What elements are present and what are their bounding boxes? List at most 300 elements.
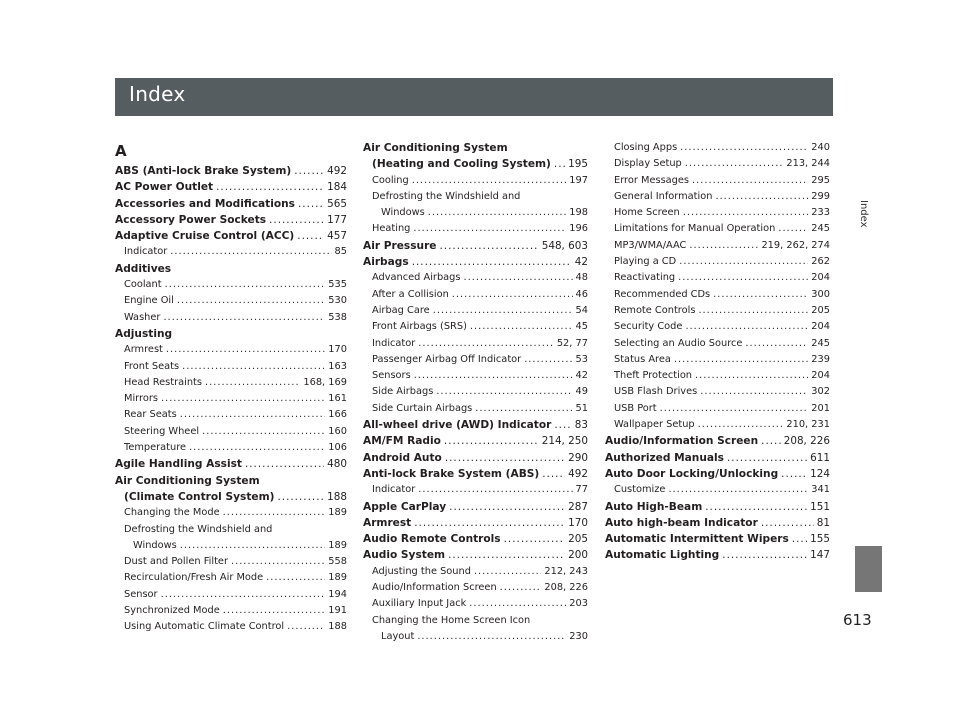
entry-term: Windows — [133, 539, 177, 551]
entry-term: Home Screen — [614, 207, 680, 219]
entry-term: Remote Controls — [614, 304, 696, 316]
index-subentry[interactable] — [363, 336, 588, 352]
entry-term: Indicator — [124, 246, 168, 258]
index-subentry[interactable] — [363, 221, 588, 237]
leader-dots — [554, 156, 565, 172]
entry-term: ABS (Anti-lock Brake System) — [115, 165, 292, 177]
entry-term: Security Code — [614, 321, 683, 333]
index-subentry[interactable] — [605, 401, 830, 417]
index-entry[interactable] — [363, 254, 588, 270]
entry-term: General Information — [614, 190, 713, 202]
entry-term: Adaptive Cruise Control (ACC) — [115, 230, 295, 243]
index-entry[interactable] — [363, 417, 588, 433]
index-subentry[interactable] — [605, 238, 830, 254]
entry-term: Temperature — [124, 442, 187, 454]
leader-dots — [180, 407, 326, 423]
index-entry[interactable] — [115, 228, 347, 244]
entry-term: Advanced Airbags — [372, 272, 461, 284]
leader-dots — [266, 570, 325, 586]
entry-term: Agile Handling Assist — [115, 458, 242, 471]
leader-dots — [524, 352, 572, 368]
entry-page-ref[interactable]: 535 — [328, 279, 347, 291]
entry-term: Layout — [381, 630, 415, 642]
index-column-2 — [363, 140, 588, 645]
leader-dots — [417, 629, 566, 645]
leader-dots — [542, 466, 565, 482]
index-subentry[interactable] — [115, 424, 347, 440]
index-entry[interactable] — [363, 547, 588, 563]
entry-page-ref[interactable]: 212, 243 — [544, 565, 588, 577]
index-header-bar — [115, 78, 833, 116]
index-entry[interactable] — [115, 212, 347, 228]
leader-dots — [223, 603, 326, 619]
entry-term: Indicator — [372, 337, 416, 349]
leader-dots — [554, 417, 571, 433]
entry-page-ref[interactable]: 290 — [568, 451, 588, 464]
leader-dots — [414, 515, 565, 531]
entry-page-ref[interactable]: 163 — [328, 360, 347, 372]
leader-dots — [698, 417, 784, 433]
leader-dots — [692, 173, 808, 189]
entry-page-ref[interactable]: 52, 77 — [556, 337, 588, 349]
index-entry[interactable] — [115, 163, 347, 179]
index-subentry[interactable] — [363, 173, 588, 189]
entry-page-ref[interactable]: 42 — [575, 370, 588, 382]
entry-page-ref[interactable]: 151 — [810, 500, 830, 513]
index-subentry[interactable] — [115, 440, 347, 456]
entry-page-ref[interactable]: 166 — [328, 409, 347, 421]
entry-page-ref[interactable]: 205 — [811, 304, 830, 316]
entry-page-ref[interactable]: 198 — [569, 207, 588, 219]
entry-page-ref[interactable]: 245 — [811, 337, 830, 349]
entry-term: Coolant — [124, 279, 162, 291]
entry-page-ref[interactable]: 83 — [574, 419, 588, 432]
index-subentry[interactable] — [115, 342, 347, 358]
entry-page-ref[interactable]: 189 — [328, 572, 347, 584]
index-entry[interactable] — [605, 450, 830, 466]
entry-page-ref[interactable]: 170 — [328, 344, 347, 356]
entry-page-ref[interactable]: 299 — [811, 190, 830, 202]
leader-dots — [698, 303, 808, 319]
leader-dots — [177, 293, 325, 309]
entry-page-ref[interactable]: 302 — [811, 386, 830, 398]
entry-page-ref[interactable]: 240 — [811, 142, 830, 153]
entry-term: Synchronized Mode — [124, 605, 220, 617]
index-subentry[interactable] — [605, 221, 830, 237]
entry-page-ref[interactable]: 54 — [575, 304, 588, 316]
index-subentry[interactable] — [115, 619, 347, 635]
leader-dots — [680, 140, 808, 156]
entry-term: Defrosting the Windshield and — [372, 190, 521, 202]
index-subentry[interactable] — [115, 375, 347, 391]
entry-term: Mirrors — [124, 393, 158, 405]
entry-page-ref[interactable]: 492 — [568, 467, 588, 480]
entry-page-ref[interactable]: 168, 169 — [303, 376, 347, 388]
leader-dots — [269, 212, 324, 228]
entry-term: Authorized Manuals — [605, 451, 724, 464]
entry-page-ref[interactable]: 204 — [811, 370, 830, 382]
entry-page-ref[interactable]: 611 — [810, 451, 830, 464]
entry-term: Washer — [124, 311, 161, 323]
index-subentry[interactable] — [115, 391, 347, 407]
leader-dots — [412, 173, 567, 189]
index-subentry[interactable] — [363, 189, 588, 205]
index-subentry[interactable] — [605, 287, 830, 303]
entry-term: After a Collision — [372, 288, 449, 300]
index-subentry[interactable] — [605, 205, 830, 221]
index-subentry[interactable] — [605, 368, 830, 384]
entry-term: Reactivating — [614, 272, 676, 284]
leader-dots — [683, 205, 809, 221]
leader-dots — [452, 287, 573, 303]
leader-dots — [500, 580, 542, 596]
entry-page-ref[interactable]: 205 — [568, 533, 588, 546]
entry-page-ref[interactable]: 160 — [328, 425, 347, 437]
index-subentry[interactable] — [363, 613, 588, 629]
index-subentry[interactable] — [363, 352, 588, 368]
entry-term: Additives — [115, 262, 172, 275]
entry-term: Recommended CDs — [614, 288, 711, 300]
leader-dots — [679, 254, 808, 270]
entry-term: Auto Door Locking/Unlocking — [605, 467, 779, 480]
entry-term: Error Messages — [614, 174, 690, 186]
entry-page-ref[interactable]: 558 — [328, 556, 347, 568]
leader-dots — [695, 368, 808, 384]
entry-term: Front Seats — [124, 360, 180, 372]
leader-dots — [705, 499, 807, 515]
entry-term: Changing the Mode — [124, 507, 220, 519]
entry-page-ref[interactable]: 51 — [575, 402, 588, 414]
entry-term: Adjusting the Sound — [372, 565, 471, 577]
entry-page-ref[interactable]: 194 — [328, 588, 347, 600]
entry-page-ref[interactable]: 85 — [334, 246, 347, 258]
leader-dots — [436, 384, 572, 400]
index-subentry[interactable] — [363, 303, 588, 319]
entry-term: Airbag Care — [372, 304, 430, 316]
index-subentry[interactable] — [115, 554, 347, 570]
entry-term: Audio/Information Screen — [605, 435, 759, 448]
entry-page-ref[interactable]: 77 — [575, 484, 588, 496]
index-entry[interactable] — [115, 456, 347, 472]
entry-page-ref[interactable]: 188 — [327, 490, 347, 503]
entry-page-ref[interactable]: 197 — [569, 174, 588, 186]
index-subentry[interactable] — [363, 629, 588, 645]
index-subentry[interactable] — [115, 522, 347, 538]
entry-term: Front Airbags (SRS) — [372, 321, 467, 333]
leader-dots — [660, 401, 809, 417]
side-tab-label: Index — [858, 200, 869, 228]
index-subentry[interactable] — [115, 277, 347, 293]
entry-page-ref[interactable]: 565 — [327, 197, 347, 210]
index-subentry[interactable] — [605, 303, 830, 319]
entry-page-ref[interactable]: 204 — [811, 272, 830, 284]
leader-dots — [464, 270, 573, 286]
entry-term: Head Restraints — [124, 376, 202, 388]
index-subentry[interactable] — [605, 189, 830, 205]
leader-dots — [469, 596, 566, 612]
index-subentry[interactable] — [605, 254, 830, 270]
index-subentry[interactable] — [115, 310, 347, 326]
entry-page-ref[interactable]: 230 — [569, 630, 588, 642]
entry-page-ref[interactable]: 189 — [328, 507, 347, 519]
entry-page-ref[interactable]: 341 — [811, 484, 830, 496]
entry-term: Armrest — [363, 516, 412, 529]
index-subentry[interactable] — [115, 538, 347, 554]
leader-dots — [792, 531, 807, 547]
index-subentry[interactable] — [363, 384, 588, 400]
leader-dots — [781, 466, 807, 482]
index-entry[interactable] — [363, 238, 588, 254]
leader-dots — [412, 254, 572, 270]
entry-term: Side Curtain Airbags — [372, 402, 473, 414]
index-entry[interactable] — [363, 450, 588, 466]
index-subentry[interactable] — [605, 173, 830, 189]
entry-term: Sensors — [372, 370, 411, 382]
entry-page-ref[interactable]: 480 — [327, 458, 347, 471]
leader-dots — [287, 619, 325, 635]
index-subentry[interactable] — [605, 417, 830, 433]
side-tab-marker — [855, 546, 882, 592]
leader-dots — [418, 482, 572, 498]
index-subentry[interactable] — [363, 205, 588, 221]
leader-dots — [685, 319, 808, 335]
leader-dots — [445, 450, 565, 466]
leader-dots — [700, 384, 808, 400]
entry-page-ref[interactable]: 45 — [575, 321, 588, 333]
leader-dots — [444, 433, 539, 449]
index-subentry[interactable] — [115, 505, 347, 521]
index-subentry[interactable] — [605, 156, 830, 172]
index-entry[interactable] — [363, 433, 588, 449]
entry-page-ref[interactable]: 262 — [811, 256, 830, 268]
entry-term: Limitations for Manual Operation — [614, 223, 776, 235]
index-entry[interactable] — [115, 326, 347, 342]
entry-term: All-wheel drive (AWD) Indicator — [363, 419, 552, 432]
index-entry[interactable] — [363, 140, 588, 156]
index-subentry[interactable] — [605, 336, 830, 352]
page-title: Index — [129, 82, 186, 106]
entry-page-ref[interactable]: 46 — [575, 288, 588, 300]
index-entry[interactable] — [115, 489, 347, 505]
entry-term: USB Port — [614, 402, 657, 414]
entry-page-ref[interactable]: 457 — [327, 230, 347, 243]
entry-term: Windows — [381, 207, 425, 219]
entry-page-ref[interactable]: 214, 250 — [541, 435, 588, 448]
entry-page-ref[interactable]: 239 — [811, 353, 830, 365]
entry-term: Theft Protection — [614, 370, 693, 382]
index-subentry[interactable] — [363, 564, 588, 580]
index-entry[interactable] — [115, 196, 347, 212]
entry-term: AM/FM Radio — [363, 435, 441, 448]
entry-term: USB Flash Drives — [614, 386, 698, 398]
entry-page-ref[interactable]: 106 — [328, 442, 347, 454]
entry-term: (Heating and Cooling System) — [372, 158, 551, 171]
entry-page-ref[interactable]: 184 — [327, 181, 347, 194]
entry-page-ref[interactable]: 48 — [575, 272, 588, 284]
leader-dots — [722, 547, 807, 563]
leader-dots — [189, 440, 325, 456]
entry-page-ref[interactable]: 233 — [811, 207, 830, 219]
entry-term: Anti-lock Brake System (ABS) — [363, 467, 540, 480]
index-entry[interactable] — [605, 466, 830, 482]
entry-term: (Climate Control System) — [124, 490, 275, 503]
entry-page-ref[interactable]: 189 — [328, 539, 347, 551]
entry-term: Selecting an Audio Source — [614, 337, 743, 349]
index-entry[interactable] — [605, 515, 830, 531]
leader-dots — [474, 564, 541, 580]
index-subentry[interactable] — [115, 244, 347, 260]
entry-page-ref[interactable]: 208, 226 — [783, 435, 830, 448]
entry-term: Auto high-beam Indicator — [605, 516, 758, 529]
leader-dots — [223, 505, 326, 521]
entry-term: Cooling — [372, 174, 409, 186]
entry-page-ref[interactable]: 295 — [811, 174, 830, 186]
entry-term: Status Area — [614, 353, 671, 365]
entry-term: Customize — [614, 484, 666, 496]
entry-term: Passenger Airbag Off Indicator — [372, 353, 522, 365]
entry-term: Auxiliary Input Jack — [372, 598, 467, 610]
index-subentry[interactable] — [115, 603, 347, 619]
index-subentry[interactable] — [605, 319, 830, 335]
entry-page-ref[interactable]: 188 — [328, 621, 347, 633]
leader-dots — [761, 515, 814, 531]
index-entry[interactable] — [363, 531, 588, 547]
entry-page-ref[interactable]: 42 — [574, 256, 588, 269]
entry-term: Steering Wheel — [124, 425, 200, 437]
leader-dots — [294, 163, 324, 179]
index-subentry[interactable] — [605, 482, 830, 498]
leader-dots — [165, 277, 326, 293]
leader-dots — [277, 489, 324, 505]
entry-page-ref[interactable]: 213, 244 — [786, 158, 830, 170]
index-subentry[interactable] — [605, 352, 830, 368]
entry-page-ref[interactable]: 530 — [328, 295, 347, 307]
entry-page-ref[interactable]: 161 — [328, 393, 347, 405]
entry-page-ref[interactable]: 177 — [327, 213, 347, 226]
entry-term: Wallpaper Setup — [614, 419, 695, 431]
index-subentry[interactable] — [115, 293, 347, 309]
index-entry[interactable] — [605, 531, 830, 547]
entry-page-ref[interactable]: 49 — [575, 386, 588, 398]
index-entry[interactable] — [605, 433, 830, 449]
index-entry[interactable] — [115, 473, 347, 489]
section-letter: A — [115, 142, 127, 160]
index-entry[interactable] — [363, 156, 588, 172]
entry-page-ref[interactable]: 53 — [575, 353, 588, 365]
entry-term: Audio System — [363, 549, 446, 562]
entry-page-ref[interactable]: 538 — [328, 311, 347, 323]
leader-dots — [433, 303, 573, 319]
entry-page-ref[interactable]: 548, 603 — [541, 239, 588, 252]
index-entry[interactable] — [115, 179, 347, 195]
index-column-1 — [115, 140, 347, 636]
index-entry[interactable] — [363, 515, 588, 531]
leader-dots — [504, 531, 566, 547]
entry-page-ref[interactable]: 203 — [569, 598, 588, 610]
entry-term: Playing a CD — [614, 256, 677, 268]
entry-page-ref[interactable]: 210, 231 — [786, 419, 830, 431]
entry-term: Heating — [372, 223, 411, 235]
entry-page-ref[interactable]: 195 — [568, 158, 588, 171]
leader-dots — [448, 547, 565, 563]
entry-term: Air Conditioning System — [363, 142, 508, 154]
entry-page-ref[interactable]: 147 — [810, 549, 830, 562]
entry-page-ref[interactable]: 81 — [816, 516, 830, 529]
index-subentry[interactable] — [115, 359, 347, 375]
entry-term: Apple CarPlay — [363, 500, 447, 513]
index-subentry[interactable] — [115, 570, 347, 586]
index-subentry[interactable] — [363, 270, 588, 286]
leader-dots — [413, 221, 566, 237]
entry-page-ref[interactable]: 155 — [810, 533, 830, 546]
index-entry[interactable] — [363, 499, 588, 515]
leader-dots — [180, 538, 326, 554]
entry-page-ref[interactable]: 204 — [811, 321, 830, 333]
index-entry[interactable] — [605, 499, 830, 515]
entry-page-ref[interactable]: 170 — [568, 516, 588, 529]
entry-page-ref[interactable]: 201 — [811, 402, 830, 414]
leader-dots — [231, 554, 325, 570]
index-entry[interactable] — [605, 547, 830, 563]
entry-page-ref[interactable]: 124 — [810, 467, 830, 480]
leader-dots — [713, 287, 808, 303]
entry-page-ref[interactable]: 245 — [811, 223, 830, 235]
entry-term: Airbags — [363, 256, 409, 269]
entry-term: Defrosting the Windshield and — [124, 523, 273, 535]
leader-dots — [166, 342, 325, 358]
entry-page-ref[interactable]: 492 — [327, 165, 347, 177]
leader-dots — [678, 270, 808, 286]
index-subentry[interactable] — [363, 401, 588, 417]
entry-term: AC Power Outlet — [115, 181, 214, 194]
index-entry[interactable] — [115, 261, 347, 277]
leader-dots — [778, 221, 808, 237]
index-subentry[interactable] — [363, 580, 588, 596]
leader-dots — [470, 319, 573, 335]
index-subentry[interactable] — [115, 587, 347, 603]
page-number: 613 — [843, 611, 872, 629]
entry-page-ref[interactable]: 196 — [569, 223, 588, 235]
index-subentry[interactable] — [605, 384, 830, 400]
index-subentry[interactable] — [363, 319, 588, 335]
entry-page-ref[interactable]: 300 — [811, 288, 830, 300]
entry-page-ref[interactable]: 208, 226 — [544, 582, 588, 594]
index-subentry[interactable] — [363, 482, 588, 498]
index-subentry[interactable] — [115, 407, 347, 423]
index-subentry[interactable] — [605, 140, 830, 156]
index-subentry[interactable] — [605, 270, 830, 286]
leader-dots — [182, 359, 325, 375]
entry-page-ref[interactable]: 191 — [328, 605, 347, 617]
leader-dots — [689, 238, 758, 254]
entry-term: Changing the Home Screen Icon — [372, 614, 531, 626]
index-subentry[interactable] — [363, 287, 588, 303]
entry-term: Closing Apps — [614, 142, 678, 153]
entry-page-ref[interactable]: 219, 262, 274 — [761, 239, 830, 251]
leader-dots — [297, 228, 324, 244]
entry-term: Sensor — [124, 588, 158, 600]
index-entry[interactable] — [363, 466, 588, 482]
leader-dots — [202, 424, 325, 440]
entry-page-ref[interactable]: 200 — [568, 549, 588, 562]
entry-term: Accessories and Modifications — [115, 197, 295, 210]
entry-page-ref[interactable]: 287 — [568, 500, 588, 513]
entry-term: Accessory Power Sockets — [115, 213, 267, 226]
index-subentry[interactable] — [363, 368, 588, 384]
index-subentry[interactable] — [363, 596, 588, 612]
entry-term: Indicator — [372, 484, 416, 496]
entry-term: Automatic Intermittent Wipers — [605, 533, 789, 546]
